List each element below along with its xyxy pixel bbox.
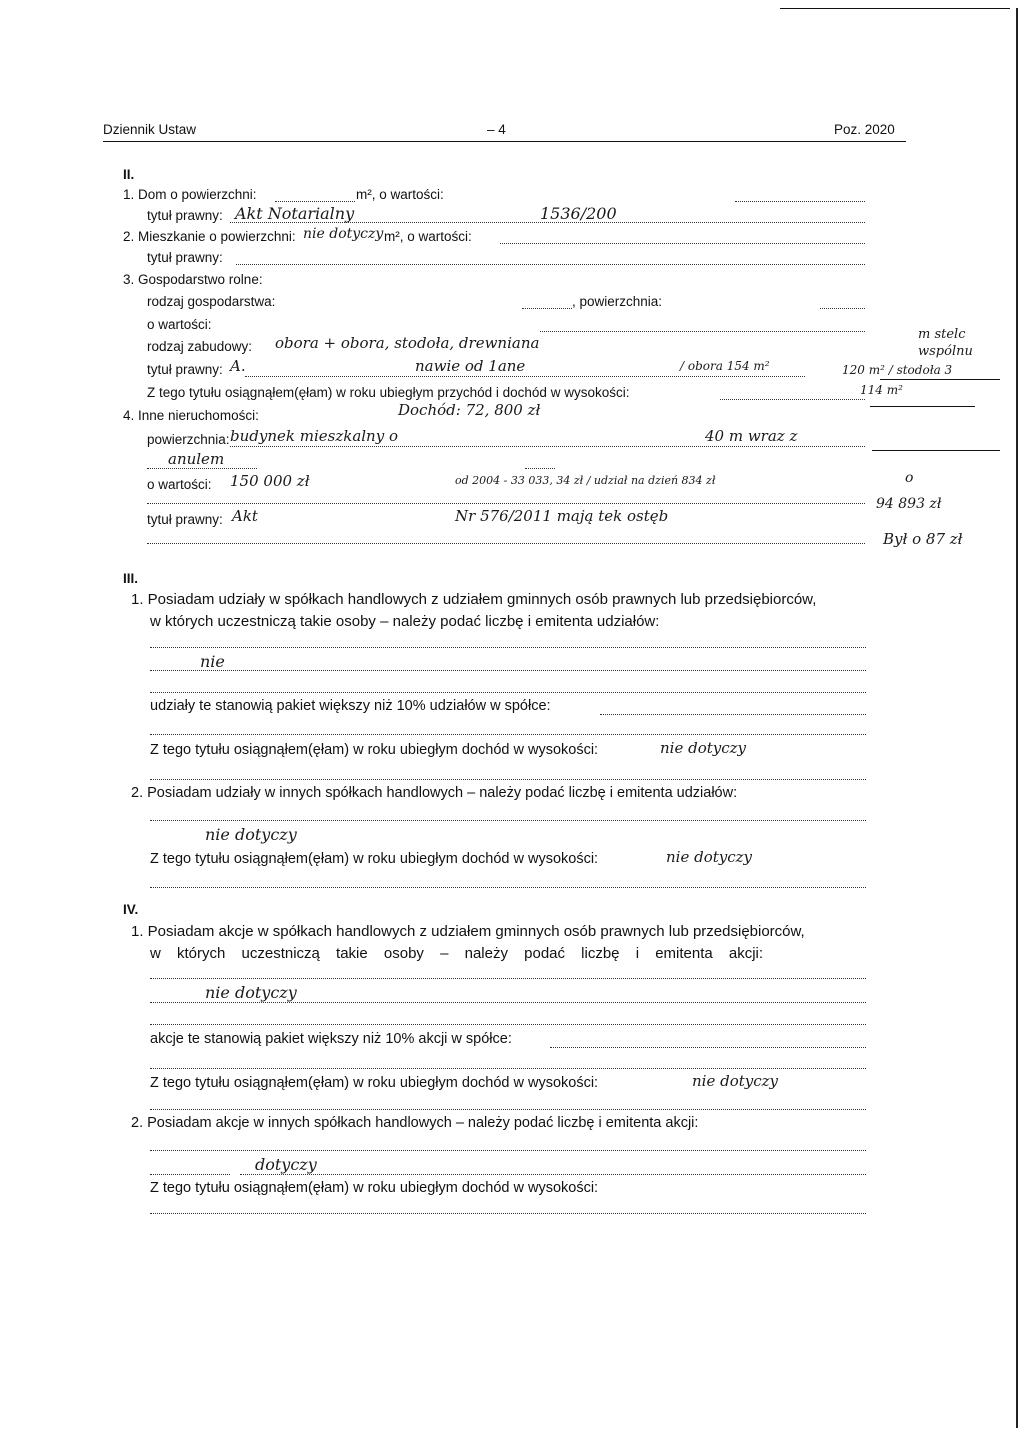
flat-value-dots	[500, 243, 865, 244]
margin-note-2: wspólnu	[918, 344, 973, 359]
other-title-handwritten-2: Nr 576/2011 mają tek ostęb	[455, 507, 669, 525]
section-iv-q1-dots-2	[150, 1002, 866, 1003]
house-title-label: tytuł prawny:	[147, 208, 223, 223]
section-iii-q1-handwritten: nie	[200, 652, 225, 671]
header-rule	[103, 141, 906, 142]
flat-title-label: tytuł prawny:	[147, 250, 223, 265]
other-value-margin-o: o	[905, 470, 914, 486]
flat-handwritten: nie dotyczy	[303, 226, 384, 242]
section-iii-q1-percent: udziały te stanowią pakiet większy niż 10% udziałów w spółce:	[150, 698, 551, 714]
section-iii-q1-dots-5	[150, 779, 866, 780]
other-area-continued: anulem	[168, 450, 225, 468]
top-border-line	[780, 8, 1010, 9]
section-iii-q2-income: Z tego tytułu osiągnąłem(ęłam) w roku ubiegłym dochód w wysokości:	[150, 851, 599, 867]
farm-label: 3. Gospodarstwo rolne:	[123, 272, 263, 287]
other-value-margin-amount: 94 893 zł	[876, 496, 942, 512]
section-iv-q1-percent: akcje te stanowią pakiet większy niż 10% akcji w spółce:	[150, 1031, 512, 1047]
section-iii-q1-dots-1	[150, 647, 866, 648]
farm-title-handwritten-b: nawie od 1ane	[415, 357, 526, 375]
section-iii-q1-dots-4	[150, 734, 866, 735]
other-value-dots	[147, 503, 865, 504]
farm-title-handwritten-c: / obora 154 m²	[680, 359, 770, 373]
flat-area-label: 2. Mieszkanie o powierzchni:	[123, 229, 296, 244]
section-iv-q2-income: Z tego tytułu osiągnąłem(ęłam) w roku ubiegłym dochód w wysokości:	[150, 1180, 599, 1196]
other-title-margin-note: Był o 87 zł	[883, 530, 963, 548]
other-value-label: o wartości:	[147, 477, 212, 492]
margin-note-4: 114 m²	[860, 383, 903, 397]
section-iv-q1-percent-dots	[550, 1047, 866, 1048]
other-area-dots	[230, 446, 865, 447]
other-area-continued-dots-2	[525, 468, 555, 469]
section-iii-q1-income: Z tego tytułu osiągnąłem(ęłam) w roku ubiegłym dochód w wysokości:	[150, 742, 599, 758]
section-iv-q1-handwritten: nie dotyczy	[205, 983, 297, 1002]
section-iii-q1-percent-dots	[600, 714, 866, 715]
farm-type-label: rodzaj gospodarstwa:	[147, 294, 276, 309]
section-iii-q2-income-handwritten: nie dotyczy	[666, 848, 753, 866]
section-iii-number: III.	[123, 571, 139, 586]
farm-area-label: , powierzchnia:	[572, 294, 663, 309]
other-title-handwritten: Akt	[232, 507, 258, 525]
flat-title-dots	[236, 264, 865, 265]
farm-income-dots	[720, 399, 865, 400]
other-property-label: 4. Inne nieruchomości:	[123, 408, 259, 423]
section-iv-q1-line2: w których uczestniczą takie osoby – należy podać liczbę i emitenta akcji:	[150, 945, 764, 962]
section-iv-q2-dots-1	[150, 1150, 866, 1151]
farm-value-dots	[540, 331, 865, 332]
house-area-label: 1. Dom o powierzchni:	[123, 187, 257, 202]
section-iv-q1-line1: 1. Posiadam akcje w spółkach handlowych z udziałem gminnych osób prawnych lub przedsiębiorców,	[131, 923, 805, 940]
margin-rule-1	[880, 379, 1000, 380]
other-area-label: powierzchnia:	[147, 432, 230, 447]
section-iv-q1-income: Z tego tytułu osiągnąłem(ęłam) w roku ubiegłym dochód w wysokości:	[150, 1075, 599, 1091]
farm-title-dots	[245, 376, 805, 377]
section-iv-q2-dots-3	[240, 1174, 866, 1175]
farm-title-handwritten-a: A.	[230, 357, 246, 375]
section-iii-q1-income-handwritten: nie dotyczy	[660, 739, 747, 757]
farm-type-dots	[522, 308, 572, 309]
header-position: Poz. 2020	[834, 122, 895, 137]
other-title-label: tytuł prawny:	[147, 512, 223, 527]
house-title-handwritten: Akt Notarialny	[235, 204, 355, 223]
section-iv-q2-handwritten: dotyczy	[255, 1155, 317, 1174]
section-iv-q2-dots-2	[150, 1174, 230, 1175]
header-page-number: – 4	[487, 122, 506, 137]
farm-title-label: tytuł prawny:	[147, 362, 223, 377]
house-area-dots	[275, 201, 355, 202]
farm-income-label: Z tego tytułu osiągnąłem(ęłam) w roku ubiegłym przychód i dochód w wysokości:	[147, 385, 630, 400]
margin-note-1: m stelc	[918, 327, 966, 342]
section-iv-q1-dots-4	[150, 1068, 866, 1069]
other-property-income: Dochód: 72, 800 zł	[398, 401, 541, 419]
farm-value-label: o wartości:	[147, 317, 212, 332]
section-iii-q1-dots-2	[150, 670, 866, 671]
section-iii-q1-line2: w których uczestniczą takie osoby – należy podać liczbę i emitenta udziałów:	[150, 613, 660, 630]
house-value-label: m², o wartości:	[356, 187, 444, 202]
section-iv-q2-dots-4	[150, 1213, 866, 1214]
farm-area-dots	[820, 308, 865, 309]
farm-buildings-handwritten: obora + obora, stodoła, drewniana	[275, 334, 540, 352]
margin-note-3: 120 m² / stodoła 3	[842, 363, 953, 377]
house-title-dots	[230, 222, 865, 223]
other-value-handwritten: 150 000 zł	[230, 472, 310, 490]
house-value-dots	[735, 201, 865, 202]
section-iii-q2: 2. Posiadam udziały w innych spółkach handlowych – należy podać liczbę i emitenta udziałów:	[131, 785, 738, 801]
other-area-continued-dots	[147, 468, 257, 469]
other-area-handwritten: budynek mieszkalny o	[230, 427, 398, 445]
farm-buildings-label: rodzaj zabudowy:	[147, 339, 253, 354]
other-area-handwritten-2: 40 m wraz z	[705, 427, 798, 445]
other-title-dots	[147, 543, 865, 544]
other-value-handwritten-2: od 2004 - 33 033, 34 zł / udział na dzień 834 zł	[455, 474, 716, 487]
margin-rule-3	[872, 450, 1000, 451]
section-ii-number: II.	[123, 167, 135, 182]
section-iii-q2-handwritten: nie dotyczy	[205, 825, 297, 844]
house-number-handwritten: 1536/200	[540, 204, 617, 223]
section-iv-q1-dots-3	[150, 1024, 866, 1025]
margin-rule-2	[870, 406, 975, 407]
section-iv-q1-income-handwritten: nie dotyczy	[692, 1072, 779, 1090]
right-border-line	[1016, 8, 1018, 1428]
section-iii-q1-line1: 1. Posiadam udziały w spółkach handlowych z udziałem gminnych osób prawnych lub przedsiębiorców,	[131, 591, 817, 608]
section-iii-q2-dots-2	[150, 887, 866, 888]
section-iv-q2: 2. Posiadam akcje w innych spółkach handlowych – należy podać liczbę i emitenta akcji:	[131, 1115, 699, 1131]
header-journal: Dziennik Ustaw	[103, 122, 197, 137]
section-iii-q1-dots-3	[150, 692, 866, 693]
flat-value-label: m², o wartości:	[384, 229, 472, 244]
section-iv-q1-dots-1	[150, 978, 866, 979]
section-iv-q1-dots-5	[150, 1109, 866, 1110]
section-iv-number: IV.	[123, 902, 139, 917]
section-iii-q2-dots-1	[150, 820, 866, 821]
